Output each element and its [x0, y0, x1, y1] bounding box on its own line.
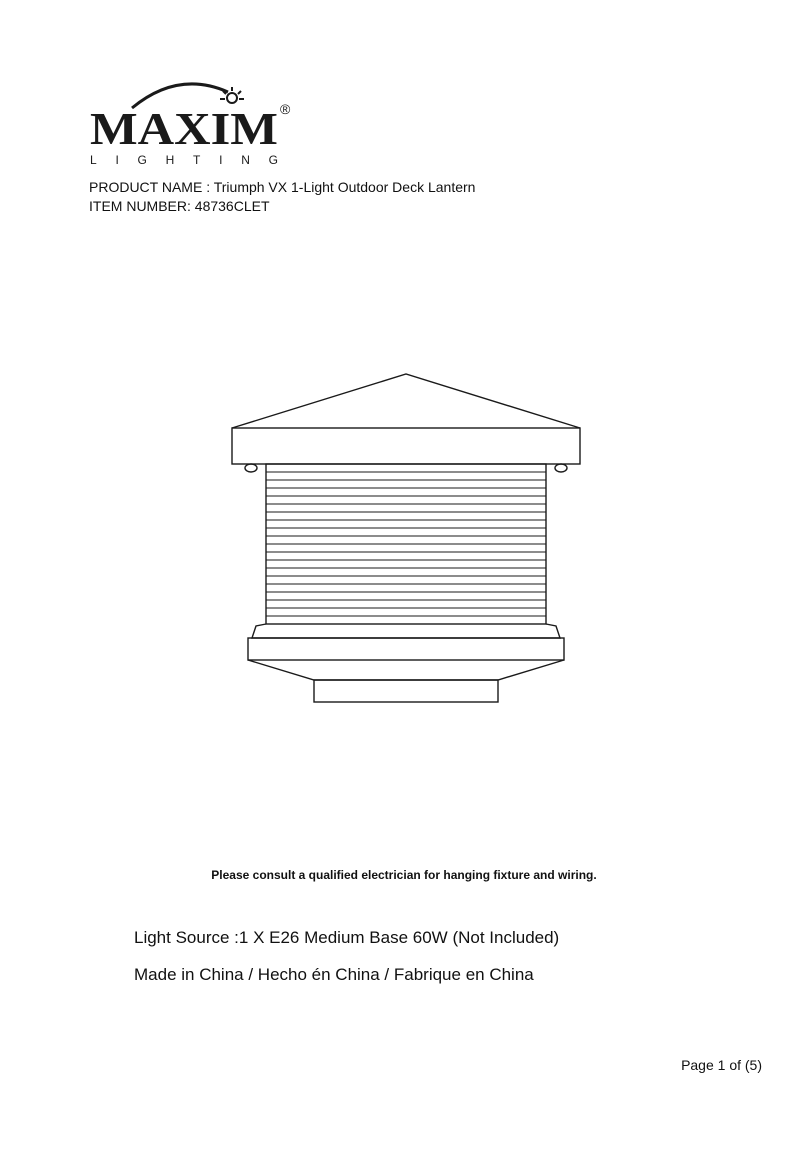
registered-mark: ®	[280, 101, 291, 117]
lantern-base-taper	[248, 660, 564, 680]
lantern-cap	[232, 428, 580, 464]
right-screw	[555, 464, 567, 472]
logo-sub-text: LIGHTING	[90, 153, 278, 167]
lantern-post-collar	[314, 680, 498, 702]
maxim-lighting-logo	[88, 78, 308, 170]
item-number: ITEM NUMBER: 48736CLET	[89, 198, 270, 214]
light-source-spec: Light Source :1 X E26 Medium Base 60W (Not Included)	[134, 928, 560, 947]
lantern-roof	[232, 374, 580, 428]
left-screw	[245, 464, 257, 472]
electrician-notice: Please consult a qualified electrician for hanging fixture and wiring.	[211, 868, 597, 882]
lantern-drawing-icon	[226, 370, 586, 710]
lantern-base-bevel	[252, 624, 560, 638]
lantern-base-band	[248, 638, 564, 660]
logo-brand-text: MAXIM	[90, 103, 278, 154]
country-of-origin: Made in China / Hecho én China / Fabrique en China	[134, 965, 534, 984]
page-number: Page 1 of (5)	[681, 1057, 762, 1073]
lantern-louvers	[266, 472, 546, 616]
product-name: PRODUCT NAME : Triumph VX 1-Light Outdoor Deck Lantern	[89, 179, 476, 195]
